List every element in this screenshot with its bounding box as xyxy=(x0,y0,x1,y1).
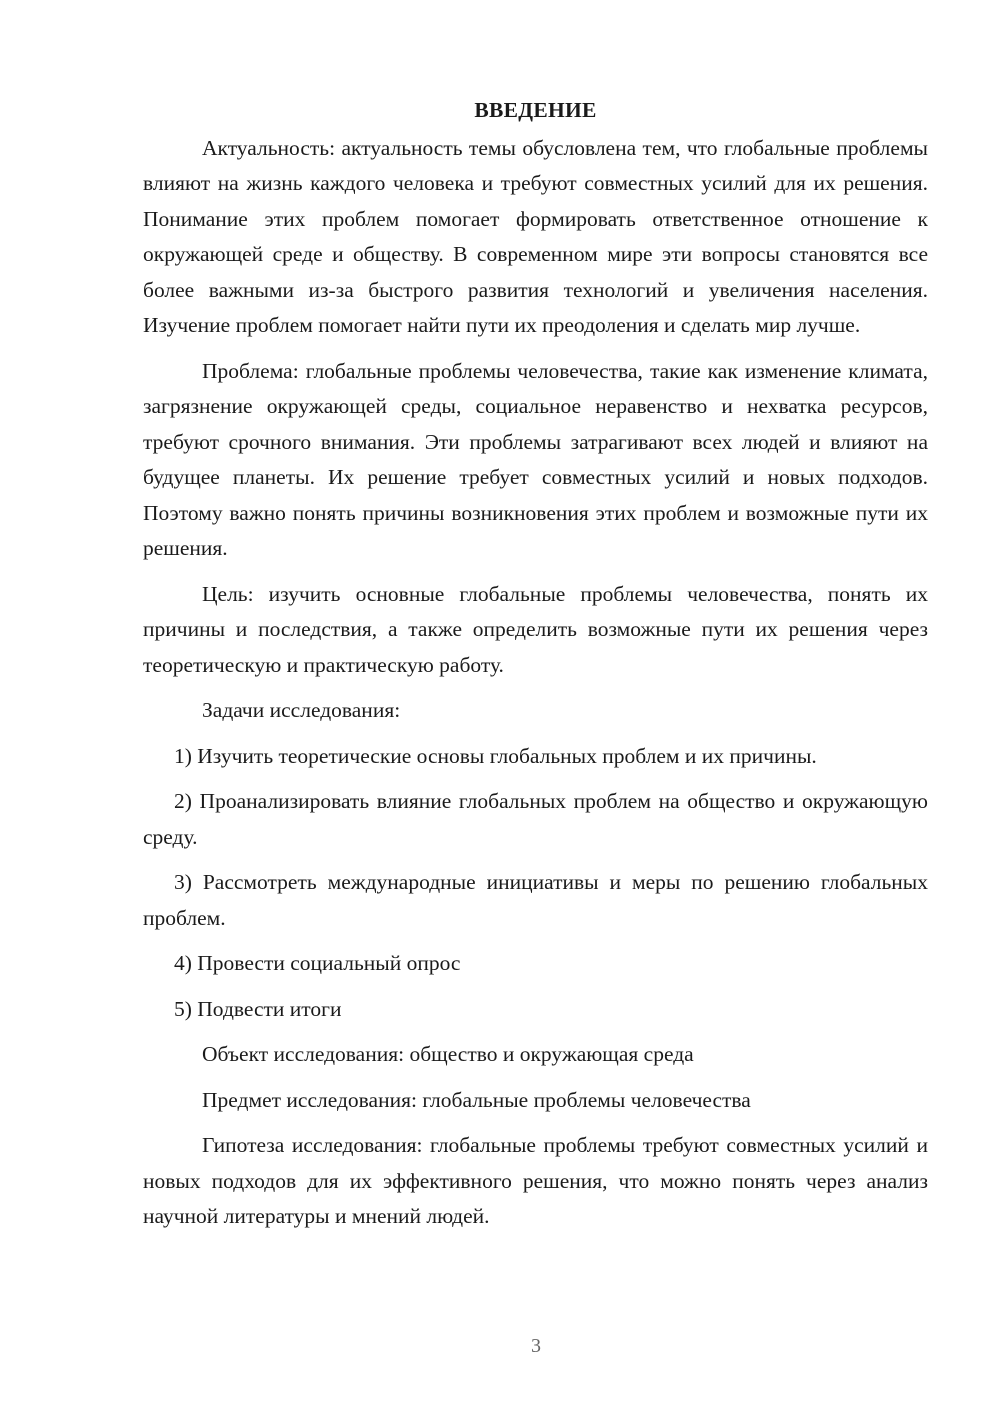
task-item-5: 5) Подвести итоги xyxy=(174,996,342,1021)
task-item-2: 2) Проанализировать влияние глобальных проблем на общество и окружающую среду. xyxy=(143,789,928,849)
research-subject: Предмет исследования: глобальные проблемы человечества xyxy=(202,1087,751,1112)
task-item-3: 3) Рассмотреть международные инициативы и меры по решению глобальных проблем. xyxy=(143,870,928,930)
research-object: Объект исследования: общество и окружающая среда xyxy=(202,1042,694,1066)
goal-paragraph: Цель: изучить основные глобальные проблемы человечества, понять их причины и последствия, а также определить возможные пути их решения через теоретическую и практическую работу. xyxy=(143,581,928,677)
relevance-paragraph: Актуальность: актуальность темы обусловлена тем, что глобальные проблемы влияют на жизнь каждого человека и требуют совместных усилий для их решения. Понимание этих проблем помогает формировать ответственное отношение к окружающей среде и обществу. В современном мире эти вопросы становятся все более важными из-за быстрого развития технологий и увеличения населения. Изучение проблем помогает найти пути их преодоления и сделать мир лучше. xyxy=(143,135,928,337)
page-content xyxy=(143,93,928,1245)
tasks-heading: Задачи исследования: xyxy=(202,698,401,722)
task-item-1: 1) Изучить теоретические основы глобальных проблем и их причины. xyxy=(174,743,817,768)
task-item-4: 4) Провести социальный опрос xyxy=(174,951,461,975)
section-title: ВВЕДЕНИЕ xyxy=(474,98,597,122)
page-number: 3 xyxy=(531,1335,541,1357)
hypothesis-paragraph: Гипотеза исследования: глобальные проблемы требуют совместных усилий и новых подходов для их эффективного решения, что можно понять через анализ научной литературы и мнений людей. xyxy=(143,1133,928,1228)
problem-paragraph: Проблема: глобальные проблемы человечества, такие как изменение климата, загрязнение окружающей среды, социальное неравенство и нехватка ресурсов, требуют срочного внимания. Эти проблемы затрагивают всех людей и влияют на будущее планеты. Их решение требует совместных усилий и новых подходов. Поэтому важно понять причины возникновения этих проблем и возможные пути их решения. xyxy=(143,358,928,560)
